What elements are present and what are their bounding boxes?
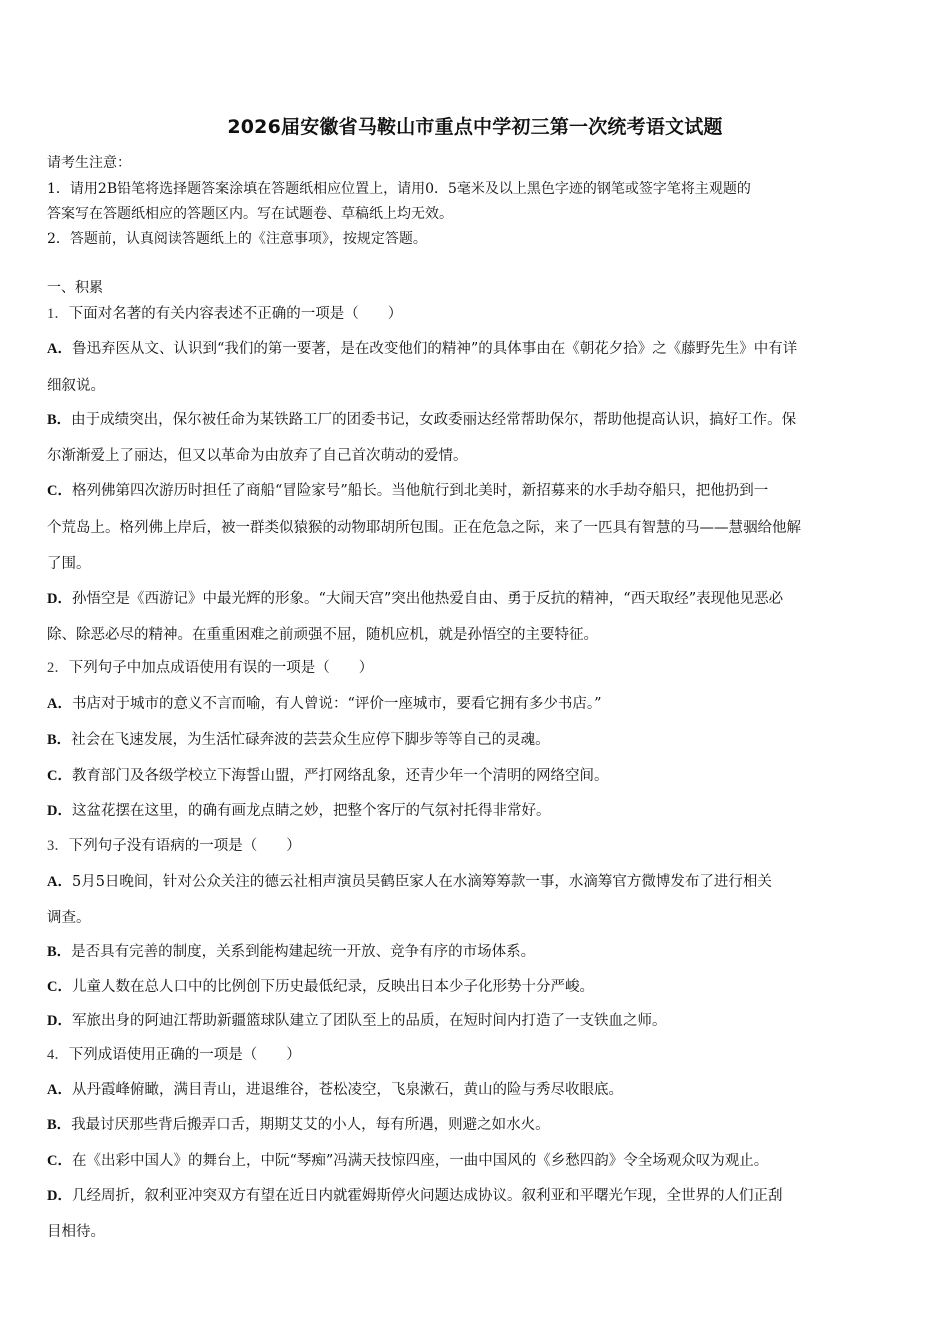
option-label: D． [47, 803, 72, 819]
q4-option-d-cont: 目相待。 [47, 1224, 105, 1240]
q3-option-b [47, 940, 535, 961]
q4-option-d [47, 1184, 782, 1205]
section-heading: 一、积累 [47, 280, 103, 296]
option-text: 军旅出身的阿迪江帮助新疆篮球队建立了团队至上的品质，在短时间内打造了一支铁血之师。 [71, 1013, 667, 1029]
q3-option-d [47, 1009, 666, 1030]
option-label: C． [47, 768, 72, 784]
option-text: 教育部门及各级学校立下海誓山盟，严打网络乱象，还青少年一个清明的网络空间。 [71, 768, 609, 784]
question-3 [47, 834, 301, 855]
option-text: 书店对于城市的意义不言而喻，有人曾说：“评价一座城市，要看它拥有多少书店。” [71, 696, 602, 712]
q1-option-c-cont: 个荒岛上。格列佛上岸后，被一群类似猿猴的动物耶胡所包围。正在危急之际，来了一匹具有智慧的马——慧骃给他解 [47, 520, 801, 536]
option-text: 由于成绩突出，保尔被任命为某铁路工厂的团委书记，女政委丽达经常帮助保尔，帮助他提高认识，搞好工作。保 [71, 412, 797, 428]
notice-line: 答案写在答题纸相应的答题区内。写在试题卷、草稿纸上均无效。 [47, 206, 453, 222]
option-label: B． [47, 944, 72, 960]
question-number: 3． [47, 838, 69, 854]
q1-option-b-cont: 尔渐渐爱上了丽达，但又以革命为由放弃了自己首次萌动的爱情。 [47, 448, 468, 464]
notice-heading: 请考生注意： [47, 155, 131, 171]
q1-option-c-cont: 了围。 [47, 556, 91, 572]
q3-option-c [47, 975, 594, 996]
option-text: 这盆花摆在这里，的确有画龙点睛之妙，把整个客厅的气氛衬托得非常好。 [71, 803, 551, 819]
q1-option-a [47, 337, 797, 358]
question-stem: 下面对名著的有关内容表述不正确的一项是（ ） [68, 306, 403, 322]
option-label: C． [47, 483, 72, 499]
option-label: C． [47, 1153, 72, 1169]
question-4 [47, 1043, 301, 1064]
option-text: 孙悟空是《西游记》中最光辉的形象。“大闹天宫”突出他热爱自由、勇于反抗的精神，“西天取经”表现他见恶必 [71, 591, 784, 607]
option-label: A． [47, 874, 72, 890]
question-number: 4． [47, 1047, 69, 1063]
option-label: D． [47, 1188, 72, 1204]
option-label: A． [47, 696, 72, 712]
page-title: 2026届安徽省马鞍山市重点中学初三第一次统考语文试题 [227, 116, 723, 138]
question-2 [47, 656, 373, 677]
q1-option-b [47, 408, 796, 429]
option-text: 在《出彩中国人》的舞台上，中阮“琴痴”冯满天技惊四座，一曲中国风的《乡愁四韵》令全场观众叹为观止。 [71, 1153, 769, 1169]
q3-option-a-cont: 调查。 [47, 910, 91, 926]
option-text: 我最讨厌那些背后搬弄口舌，期期艾艾的小人，每有所遇，则避之如水火。 [71, 1117, 550, 1133]
option-text: 是否具有完善的制度，关系到能构建起统一开放、竞争有序的市场体系。 [71, 944, 536, 960]
q3-option-a [47, 870, 772, 891]
question-stem: 下列成语使用正确的一项是（ ） [68, 1047, 301, 1063]
q4-option-c [47, 1149, 768, 1170]
notice-line: 2．答题前，认真阅读答题纸上的《注意事项》，按规定答题。 [47, 231, 427, 247]
option-text: 格列佛第四次游历时担任了商船“冒险家号”船长。当他航行到北美时，新招募来的水手劫夺船只，把他扔到一 [71, 483, 769, 499]
q2-option-a [47, 692, 602, 713]
q2-option-d [47, 799, 550, 820]
option-text: 鲁迅弃医从文、认识到“我们的第一要著，是在改变他们的精神”的具体事由在《朝花夕拾》之《藤野先生》中有详 [71, 341, 798, 357]
option-text: 5月5日晚间，针对公众关注的德云社相声演员吴鹤臣家人在水滴筹筹款一事，水滴筹官方微博发布了进行相关 [71, 874, 772, 890]
option-text: 几经周折，叙利亚冲突双方有望在近日内就霍姆斯停火问题达成协议。叙利亚和平曙光乍现，全世界的人们正刮 [71, 1188, 783, 1204]
question-stem: 下列句子没有语病的一项是（ ） [68, 838, 301, 854]
option-label: D． [47, 1013, 72, 1029]
option-label: C． [47, 979, 72, 995]
q2-option-c [47, 764, 608, 785]
question-number: 2． [47, 660, 69, 676]
option-label: A． [47, 341, 72, 357]
question-stem: 下列句子中加点成语使用有误的一项是（ ） [68, 660, 374, 676]
q2-option-b [47, 728, 550, 749]
q1-option-d [47, 587, 783, 608]
q1-option-c [47, 479, 768, 500]
option-label: A． [47, 1082, 72, 1098]
option-label: B． [47, 732, 72, 748]
option-text: 社会在飞速发展，为生活忙碌奔波的芸芸众生应停下脚步等等自己的灵魂。 [71, 732, 550, 748]
option-label: B． [47, 1117, 72, 1133]
q4-option-b [47, 1113, 550, 1134]
q4-option-a [47, 1078, 623, 1099]
question-number: 1． [47, 306, 69, 322]
option-label: B． [47, 412, 72, 428]
option-label: D． [47, 591, 72, 607]
q1-option-d-cont: 除、除恶必尽的精神。在重重困难之前顽强不屈，随机应机，就是孙悟空的主要特征。 [47, 627, 598, 643]
q1-option-a-cont: 细叙说。 [47, 378, 105, 394]
question-1 [47, 302, 402, 323]
option-text: 从丹霞峰俯瞰，满目青山，进退维谷，苍松凌空，飞泉漱石，黄山的险与秀尽收眼底。 [71, 1082, 623, 1098]
option-text: 儿童人数在总人口中的比例创下历史最低纪录，反映出日本少子化形势十分严峻。 [71, 979, 594, 995]
notice-line: 1．请用2B铅笔将选择题答案涂填在答题纸相应位置上，请用0．5毫米及以上黑色字迹的钢笔或签字笔将主观题的 [47, 181, 751, 197]
